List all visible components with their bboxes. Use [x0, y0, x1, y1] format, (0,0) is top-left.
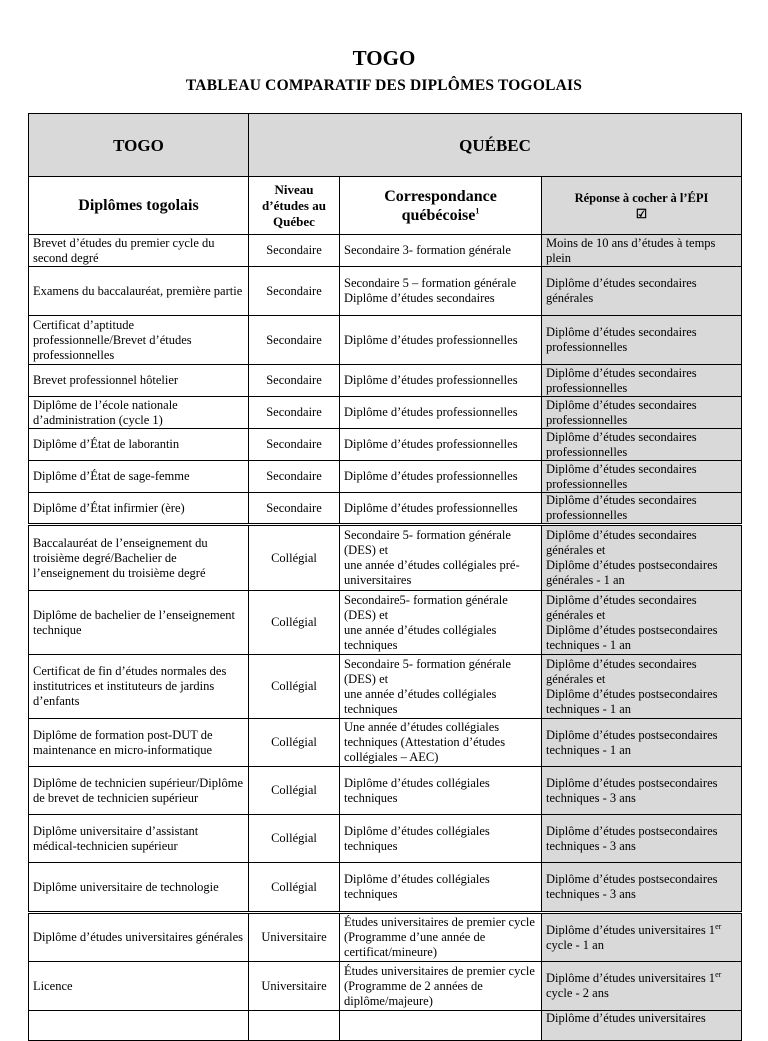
table-row [29, 267, 742, 316]
table-row [29, 235, 742, 267]
cell-niveau: Collégial [249, 767, 340, 815]
table-row [29, 1011, 742, 1041]
table-row [29, 493, 742, 525]
table-header-row [29, 114, 742, 177]
table-row [29, 365, 742, 397]
page-subtitle: TABLEAU COMPARATIF DES DIPLÔMES TOGOLAIS [185, 77, 583, 94]
cell-niveau: Collégial [249, 719, 340, 767]
cell-diplome: Certificat d’aptitude professionnelle/Brevet d’études professionnelles [29, 316, 249, 365]
header-togo: TOGO [29, 114, 249, 177]
cell-reponse: Diplôme d’études secondaires générales [542, 267, 742, 316]
table-row [29, 913, 742, 962]
cell-reponse: Diplôme d’études secondaires professionnelles [542, 461, 742, 493]
cell-diplome: Baccalauréat de l’enseignement du troisième degré/Bachelier de l’enseignement du troisième degré [29, 525, 249, 591]
col-header-reponse [542, 177, 742, 235]
cell-correspondance: Diplôme d’études professionnelles [340, 365, 542, 397]
cell-diplome: Diplôme universitaire de technologie [29, 863, 249, 913]
cell-correspondance: Diplôme d’études collégiales techniques [340, 863, 542, 913]
cell-reponse: Diplôme d’études secondaires générales et Diplôme d’études postsecondaires générales - 1 an [542, 525, 742, 591]
cell-diplome: Diplôme de technicien supérieur/Diplôme de brevet de technicien supérieur [29, 767, 249, 815]
cell-reponse: Diplôme d’études postsecondaires techniques - 1 an [542, 719, 742, 767]
cell-diplome: Diplôme de l’école nationale d’administration (cycle 1) [29, 397, 249, 429]
cell-diplome: Diplôme de formation post-DUT de maintenance en micro-informatique [29, 719, 249, 767]
footnote-marker: 1 [475, 206, 480, 216]
cell-diplome: Brevet professionnel hôtelier [29, 365, 249, 397]
cell-niveau: Universitaire [249, 913, 340, 962]
col-header-diplomes: Diplômes togolais [29, 177, 249, 235]
cell-correspondance: Diplôme d’études professionnelles [340, 316, 542, 365]
cell-reponse-text: Diplôme d’études universitaires 1 [546, 922, 716, 937]
table-row [29, 397, 742, 429]
cell-correspondance: Une année d’études collégiales techniques (Attestation d’études collégiales – AEC) [340, 719, 542, 767]
cell-correspondance: Secondaire 5- formation générale (DES) et une année d’études collégiales pré-universitaires [340, 525, 542, 591]
cell-reponse [542, 962, 742, 1011]
cell-correspondance: Diplôme d’études collégiales techniques [340, 767, 542, 815]
cell-correspondance: Secondaire 3- formation générale [340, 235, 542, 267]
checkbox-checked-icon: ☑ [635, 206, 648, 221]
cell-correspondance: Secondaire 5 – formation générale Diplôme d’études secondaires [340, 267, 542, 316]
cell-correspondance: Secondaire5- formation générale (DES) et une année d’études collégiales techniques [340, 591, 542, 655]
comparison-table [28, 113, 742, 1041]
header-quebec: QUÉBEC [249, 114, 742, 177]
cell-diplome: Diplôme d’État de laborantin [29, 429, 249, 461]
cell-niveau: Secondaire [249, 429, 340, 461]
cell-diplome: Brevet d’études du premier cycle du second degré [29, 235, 249, 267]
cell-niveau: Secondaire [249, 461, 340, 493]
cell-niveau: Secondaire [249, 397, 340, 429]
cell-niveau: Secondaire [249, 493, 340, 525]
cell-niveau: Secondaire [249, 365, 340, 397]
cell-niveau: Collégial [249, 591, 340, 655]
cell-diplome: Examens du baccalauréat, première partie [29, 267, 249, 316]
cell-diplome [29, 1011, 249, 1041]
table-row [29, 316, 742, 365]
ordinal-suffix: er [715, 969, 722, 979]
cell-niveau: Secondaire [249, 316, 340, 365]
col-header-niveau: Niveau d’études au Québec [249, 177, 340, 235]
col-header-correspondance-text: Correspondance québécoise [384, 187, 497, 224]
table-row [29, 863, 742, 913]
cell-niveau: Collégial [249, 655, 340, 719]
cell-reponse: Diplôme d’études secondaires professionnelles [542, 365, 742, 397]
col-header-reponse-text: Réponse à cocher à l’ÉPI [574, 190, 709, 205]
cell-reponse: Diplôme d’études secondaires professionnelles [542, 429, 742, 461]
cell-reponse: Diplôme d’études postsecondaires techniques - 3 ans [542, 767, 742, 815]
cell-diplome: Licence [29, 962, 249, 1011]
cell-niveau: Secondaire [249, 267, 340, 316]
cell-diplome: Diplôme d’études universitaires générales [29, 913, 249, 962]
table-row [29, 767, 742, 815]
cell-correspondance: Études universitaires de premier cycle (Programme d’une année de certificat/mineure) [340, 913, 542, 962]
cell-diplome: Diplôme de bachelier de l’enseignement technique [29, 591, 249, 655]
cell-reponse: Diplôme d’études secondaires professionnelles [542, 397, 742, 429]
cell-niveau: Collégial [249, 815, 340, 863]
ordinal-suffix: er [715, 921, 722, 931]
cell-reponse: Diplôme d’études secondaires générales et Diplôme d’études postsecondaires techniques - 1 an [542, 591, 742, 655]
table-row [29, 461, 742, 493]
table-row [29, 815, 742, 863]
cell-diplome: Diplôme universitaire d’assistant médical-technicien supérieur [29, 815, 249, 863]
cell-correspondance: Diplôme d’études professionnelles [340, 461, 542, 493]
table-row [29, 429, 742, 461]
cell-niveau: Collégial [249, 863, 340, 913]
cell-diplome: Diplôme d’État infirmier (ère) [29, 493, 249, 525]
table-row [29, 525, 742, 591]
cell-correspondance: Études universitaires de premier cycle (Programme de 2 années de diplôme/majeure) [340, 962, 542, 1011]
cell-niveau [249, 1011, 340, 1041]
cell-reponse: Diplôme d’études postsecondaires techniques - 3 ans [542, 863, 742, 913]
cell-reponse: Diplôme d’études secondaires générales et Diplôme d’études postsecondaires techniques - 1 an [542, 655, 742, 719]
cell-reponse [542, 913, 742, 962]
table-row [29, 719, 742, 767]
cell-niveau: Secondaire [249, 235, 340, 267]
cell-niveau: Collégial [249, 525, 340, 591]
cell-correspondance: Diplôme d’études professionnelles [340, 493, 542, 525]
cell-correspondance: Diplôme d’études professionnelles [340, 397, 542, 429]
cell-reponse: Diplôme d’études secondaires professionnelles [542, 316, 742, 365]
cell-reponse: Diplôme d’études universitaires [542, 1011, 742, 1041]
table-row [29, 962, 742, 1011]
table-row [29, 655, 742, 719]
cell-correspondance: Secondaire 5- formation générale (DES) et une année d’études collégiales techniques [340, 655, 542, 719]
cell-reponse: Diplôme d’études postsecondaires techniques - 3 ans [542, 815, 742, 863]
cell-reponse: Moins de 10 ans d’études à temps plein [542, 235, 742, 267]
cell-reponse-text: Diplôme d’études universitaires 1 [546, 971, 716, 985]
cell-correspondance: Diplôme d’études professionnelles [340, 429, 542, 461]
cell-reponse: Diplôme d’études secondaires professionnelles [542, 493, 742, 525]
cell-reponse-text-end: cycle - 2 ans [546, 986, 609, 1000]
col-header-correspondance [340, 177, 542, 235]
cell-correspondance [340, 1011, 542, 1041]
cell-niveau: Universitaire [249, 962, 340, 1011]
table-row [29, 591, 742, 655]
table-subheader-row [29, 177, 742, 235]
page-title: TOGO [352, 46, 416, 70]
cell-diplome: Certificat de fin d’études normales des institutrices et instituteurs de jardins d’enfants [29, 655, 249, 719]
cell-correspondance: Diplôme d’études collégiales techniques [340, 815, 542, 863]
cell-diplome: Diplôme d’État de sage-femme [29, 461, 249, 493]
cell-reponse-text-end: cycle - 1 an [546, 937, 604, 952]
